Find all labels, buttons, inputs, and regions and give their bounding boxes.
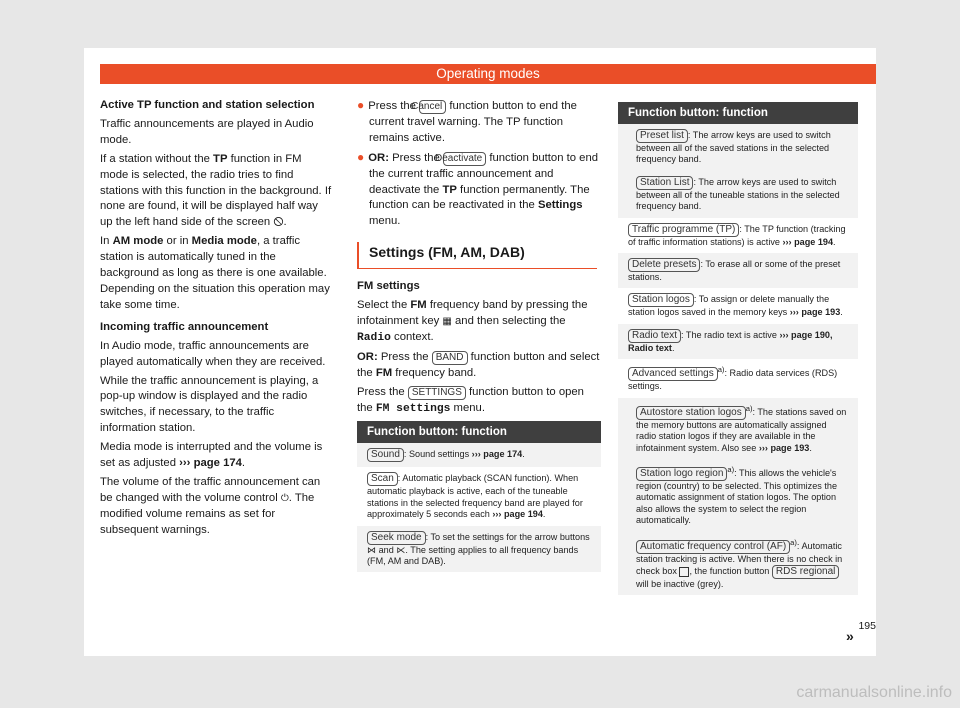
table-header: Function button: function <box>618 102 858 124</box>
table-row: Traffic programme (TP) : The TP function (tracking of traffic information stations) is active ››› page 194. <box>628 223 846 247</box>
paragraph: Press the SETTINGS function button to open the FM settings menu. <box>357 385 584 415</box>
radio-text-button-label[interactable]: Radio text <box>628 329 681 343</box>
table-row: Radio text : The radio text is active ››› page 190, Radio text. <box>618 324 858 359</box>
station-logos-button-label[interactable]: Station logos <box>628 293 694 307</box>
page-number: 195 <box>858 620 876 632</box>
manual-page <box>84 48 876 656</box>
af-button-label[interactable]: Automatic frequency control (AF) <box>636 540 790 554</box>
table-row: Automatic frequency control (AF) $^{a)}$: Automatic station tracking is active. When there is no check in check box , the function button RDS regional will be inactive (grey). <box>618 532 858 596</box>
table-row: Sound : Sound settings ››› page 174. <box>357 443 601 467</box>
table-row: Station List : The arrow keys are used to switch between all of the tuneable stations in the selected frequency band. <box>618 171 858 218</box>
page-reference[interactable]: ››› page 174 <box>179 457 242 470</box>
paragraph: Traffic announcements are played in Audio mode. <box>100 117 314 146</box>
function-table <box>357 421 601 572</box>
table-header: Function button: function <box>357 421 601 443</box>
advanced-settings-button-label[interactable]: Advanced settings <box>628 367 718 381</box>
paragraph: If a station without the TP function in FM mode is selected, the radio tries to find stations with this function in the background. If none are found, it will be displayed half way up the left hand side of the screen 🛇. <box>100 152 332 232</box>
function-table-continued <box>618 102 858 595</box>
column-right <box>618 102 858 595</box>
paragraph: OR: Press the BAND function button and select the FM frequency band. <box>357 350 600 379</box>
heading-fm-settings: FM settings <box>357 280 420 293</box>
traffic-programme-button-label[interactable]: Traffic programme (TP) <box>628 223 739 237</box>
table-row: Preset list : The arrow keys are used to switch between all of the saved stations in the selected frequency band. <box>618 124 858 171</box>
heading-active-tp: Active TP function and station selection <box>100 99 315 111</box>
heading-incoming-traffic: Incoming traffic announcement <box>100 320 269 333</box>
sound-button-label[interactable]: Sound <box>367 448 404 462</box>
seek-mode-button-label[interactable]: Seek mode <box>367 531 426 545</box>
bullet-icon: ● <box>357 149 365 164</box>
table-row: Scan : Automatic playback (SCAN function). When automatic playback is active, each of the tuneable stations in the selected frequency band are played for approximately 5 seconds each ››› page 194. <box>367 473 583 520</box>
bullet-item: ● Press the Cancel function button to end the current travel warning. The TP function remains active. <box>357 98 577 144</box>
table-row: Advanced settings $^{a)}$: Radio data services (RDS) settings. <box>628 365 838 392</box>
watermark: carmanualsonline.info <box>796 684 952 701</box>
column-middle <box>357 98 601 572</box>
infotainment-key-icon: ▦ <box>442 315 452 327</box>
table-row: Station logo region $^{a)}$: This allows the vehicle's region (country) to be selected. This optimizes the automatic assignment of station logos. The option also allows the system to select the region automatically. <box>618 459 858 532</box>
continue-arrow: » <box>846 628 854 644</box>
seek-forward-icon: ⋉ <box>396 544 406 555</box>
cancel-button-label[interactable]: Cancel <box>419 100 446 114</box>
section-title-settings: Settings (FM, AM, DAB) <box>357 242 597 269</box>
bullet-item: ● OR: Press the Deactivate function button to end the current traffic announcement and deactivate the TP function permanently. The function can be reactivated in the Settings menu. <box>357 149 599 228</box>
preset-list-button-label[interactable]: Preset list <box>636 129 688 143</box>
table-row: Autostore station logos $^{a)}$: The stations saved on the memory buttons are automatically assigned radio station logos if they are available in the infotainment system. Also see ››› page 193. <box>618 398 858 459</box>
band-button-label[interactable]: BAND <box>432 351 468 365</box>
section-header: Operating modes <box>100 64 876 84</box>
paragraph: Select the FM frequency band by pressing the infotainment key ▦ and then selecting the Radio context. <box>357 299 588 344</box>
column-left <box>100 98 332 542</box>
rds-regional-button-label[interactable]: RDS regional <box>772 565 839 579</box>
seek-back-icon: ⋈ <box>367 544 377 555</box>
tp-off-icon: 🛇 <box>273 217 284 229</box>
autostore-logos-button-label[interactable]: Autostore station logos <box>636 406 746 420</box>
bullet-icon: ● <box>357 98 365 112</box>
paragraph: In AM mode or in Media mode, a traffic station is automatically tuned in the background as long as there is one available. Depending on the situation this operation may take some time. <box>100 235 330 311</box>
paragraph: Media mode is interrupted and the volume is set as adjusted ››› page 174. <box>100 441 323 470</box>
table-row: Delete presets : To erase all or some of the preset stations. <box>618 253 858 288</box>
paragraph: While the traffic announcement is playing, a pop-up window is displayed and the radio switches, if necessary, to the traffic information station. <box>100 374 319 435</box>
scan-button-label[interactable]: Scan <box>367 472 398 486</box>
table-row: Station logos : To assign or delete manually the station logos saved in the memory keys ››› page 193. <box>628 294 843 318</box>
table-row: Seek mode : To set the settings for the arrow buttons ⋈ and ⋉. The setting applies to all frequency bands (FM, AM and DAB). <box>357 526 601 573</box>
settings-button-label[interactable]: SETTINGS <box>408 386 466 400</box>
paragraph: The volume of the traffic announcement can be changed with the volume control ⏻. The modified volume remains as set for subsequent warnings. <box>100 475 321 536</box>
station-list-button-label[interactable]: Station List <box>636 176 693 190</box>
power-knob-icon: ⏻ <box>280 492 289 504</box>
paragraph: In Audio mode, traffic announcements are played automatically when they are received. <box>100 339 326 368</box>
checkbox-icon <box>679 567 689 577</box>
delete-presets-button-label[interactable]: Delete presets <box>628 258 700 272</box>
station-logo-region-button-label[interactable]: Station logo region <box>636 467 727 481</box>
deactivate-button-label[interactable]: Deactivate <box>443 152 486 166</box>
